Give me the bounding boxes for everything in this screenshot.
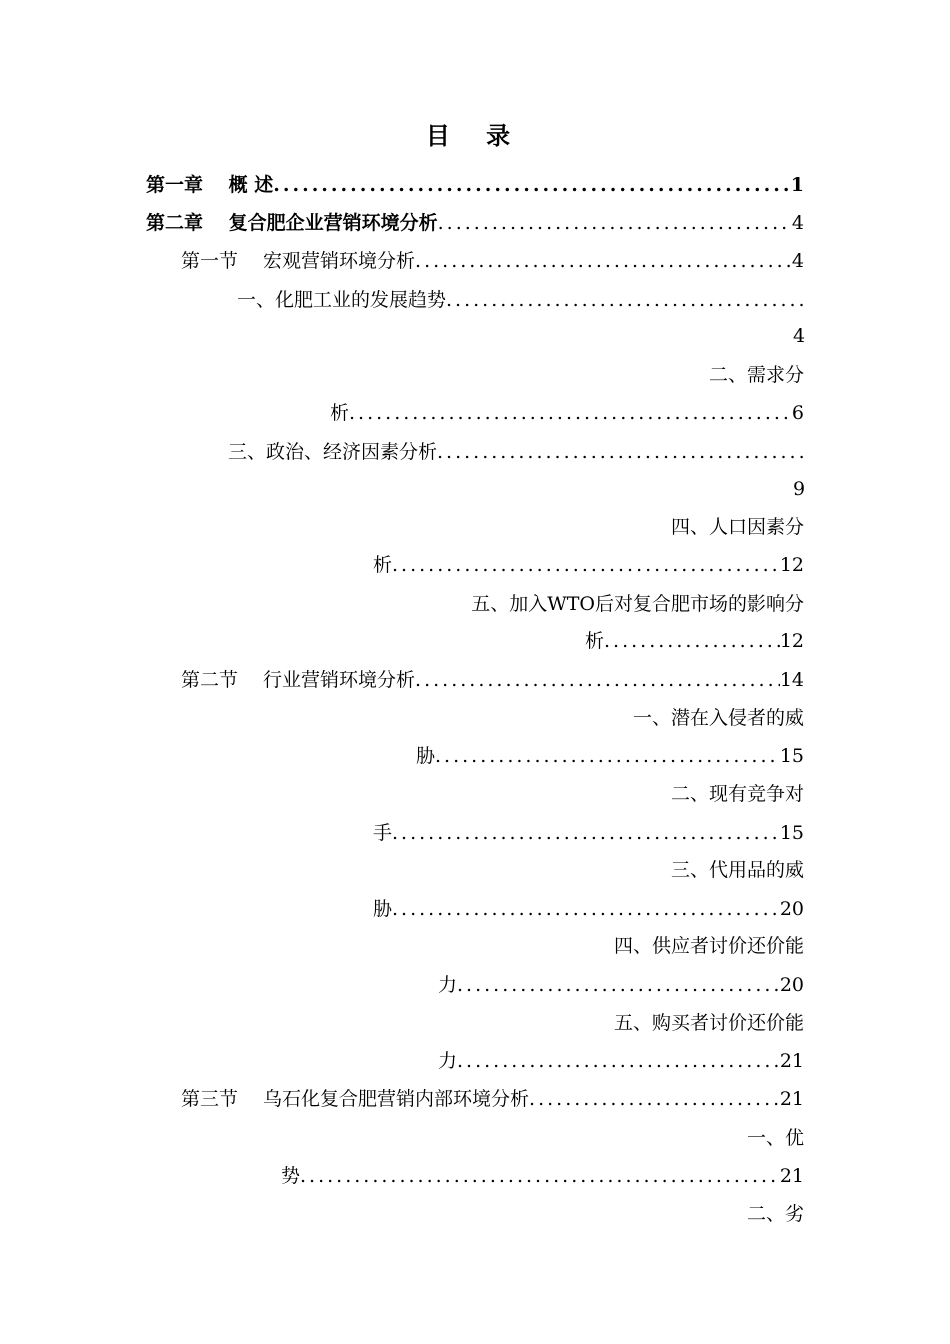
entry-label-continued: 手 <box>373 822 393 844</box>
entry-label-continued: 析 <box>373 554 393 576</box>
leader-dots <box>604 626 780 656</box>
toc-entry-1-4-cont[interactable] <box>373 550 804 580</box>
toc-entry-section-3[interactable] <box>181 1084 804 1114</box>
entry-label-continued: 胁 <box>416 745 436 767</box>
toc-entry-1-5[interactable] <box>400 589 804 619</box>
toc-entry-2-3[interactable] <box>560 855 804 885</box>
toc-entry-1-5-cont[interactable] <box>585 626 804 656</box>
page-number: 12 <box>779 554 804 576</box>
leader-dots <box>392 818 780 848</box>
leader-dots <box>392 550 780 580</box>
entry-label: 第三节 乌石化复合肥营销内部环境分析 <box>181 1088 530 1110</box>
toc-entry-1-3[interactable] <box>228 437 804 467</box>
toc-entry-2-3-cont[interactable] <box>373 894 804 924</box>
page-number: 12 <box>779 630 804 652</box>
toc-entry-3-2[interactable] <box>680 1199 804 1229</box>
toc-entry-2-2-cont[interactable] <box>373 818 804 848</box>
toc-entry-1-2-cont[interactable] <box>330 398 804 428</box>
toc-entry-2-5-cont[interactable] <box>438 1046 804 1076</box>
entry-label: 三、代用品的威 <box>670 859 804 881</box>
page-number: 4 <box>791 250 804 272</box>
entry-label: 五、购买者讨价还价能 <box>613 1012 804 1034</box>
toc-entry-chapter-2[interactable] <box>146 208 804 238</box>
entry-label-continued: 胁 <box>373 898 393 920</box>
entry-label: 二、需求分 <box>708 364 804 386</box>
toc-entry-2-1-cont[interactable] <box>416 741 804 771</box>
page-number: 4 <box>793 325 806 347</box>
toc-entry-2-5[interactable] <box>540 1008 804 1038</box>
page-number: 21 <box>779 1050 804 1072</box>
page-number: 20 <box>779 974 804 996</box>
entry-label: 五、加入WTO后对复合肥市场的影响分 <box>471 593 804 615</box>
toc-entry-1-1-page <box>793 321 813 351</box>
leader-dots <box>457 1046 780 1076</box>
toc-title: 目 录 <box>425 121 525 150</box>
page-number: 21 <box>779 1088 804 1110</box>
toc-entry-3-1[interactable] <box>680 1123 804 1153</box>
page-number: 15 <box>779 822 804 844</box>
leader-dots <box>529 1084 780 1114</box>
leader-dots <box>415 665 780 695</box>
toc-entry-1-2[interactable] <box>600 360 804 390</box>
page-number: 4 <box>791 212 804 234</box>
leader-dots <box>415 246 792 276</box>
leader-dots <box>273 170 791 200</box>
toc-entry-2-2[interactable] <box>560 779 804 809</box>
page-number: 1 <box>790 174 804 196</box>
toc-entry-section-1[interactable] <box>181 246 804 276</box>
toc-entry-section-2[interactable] <box>181 665 804 695</box>
entry-label: 第二章 复合肥企业营销环境分析 <box>146 212 438 234</box>
leader-dots <box>300 1161 780 1191</box>
leader-dots <box>349 398 792 428</box>
entry-label-continued: 势 <box>281 1165 301 1187</box>
leader-dots <box>437 437 804 467</box>
toc-entry-3-1-cont[interactable] <box>281 1161 804 1191</box>
entry-label: 三、政治、经济因素分析 <box>228 441 438 463</box>
entry-label-continued: 力 <box>438 1050 458 1072</box>
entry-label: 第一节 宏观营销环境分析 <box>181 250 416 272</box>
entry-label: 第二节 行业营销环境分析 <box>181 669 416 691</box>
page-number: 9 <box>793 478 806 500</box>
toc-entry-1-3-page <box>793 474 813 504</box>
leader-dots <box>446 285 804 315</box>
toc-entry-1-1[interactable] <box>237 285 804 315</box>
leader-dots <box>392 894 780 924</box>
toc-entry-1-4[interactable] <box>560 512 804 542</box>
page-number: 20 <box>779 898 804 920</box>
page-number: 14 <box>779 669 804 691</box>
entry-label-continued: 析 <box>330 402 350 424</box>
entry-label-continued: 析 <box>585 630 605 652</box>
entry-label: 四、人口因素分 <box>670 516 804 538</box>
entry-label: 第一章 概 述 <box>146 174 274 196</box>
entry-label: 一、化肥工业的发展趋势 <box>237 289 447 311</box>
entry-label-continued: 力 <box>438 974 458 996</box>
entry-label: 二、劣 <box>746 1203 804 1225</box>
page-number: 21 <box>779 1165 804 1187</box>
leader-dots <box>438 208 792 238</box>
page-number: 6 <box>791 402 804 424</box>
entry-label: 一、优 <box>746 1127 804 1149</box>
leader-dots <box>435 741 780 771</box>
leader-dots <box>457 970 780 1000</box>
entry-label: 二、现有竞争对 <box>670 783 804 805</box>
entry-label: 四、供应者讨价还价能 <box>613 935 804 957</box>
entry-label: 一、潜在入侵者的威 <box>632 707 804 729</box>
page-number: 15 <box>779 745 804 767</box>
toc-entry-chapter-1[interactable] <box>146 170 804 200</box>
toc-entry-2-4-cont[interactable] <box>438 970 804 1000</box>
toc-entry-2-1[interactable] <box>560 703 804 733</box>
toc-entry-2-4[interactable] <box>540 931 804 961</box>
